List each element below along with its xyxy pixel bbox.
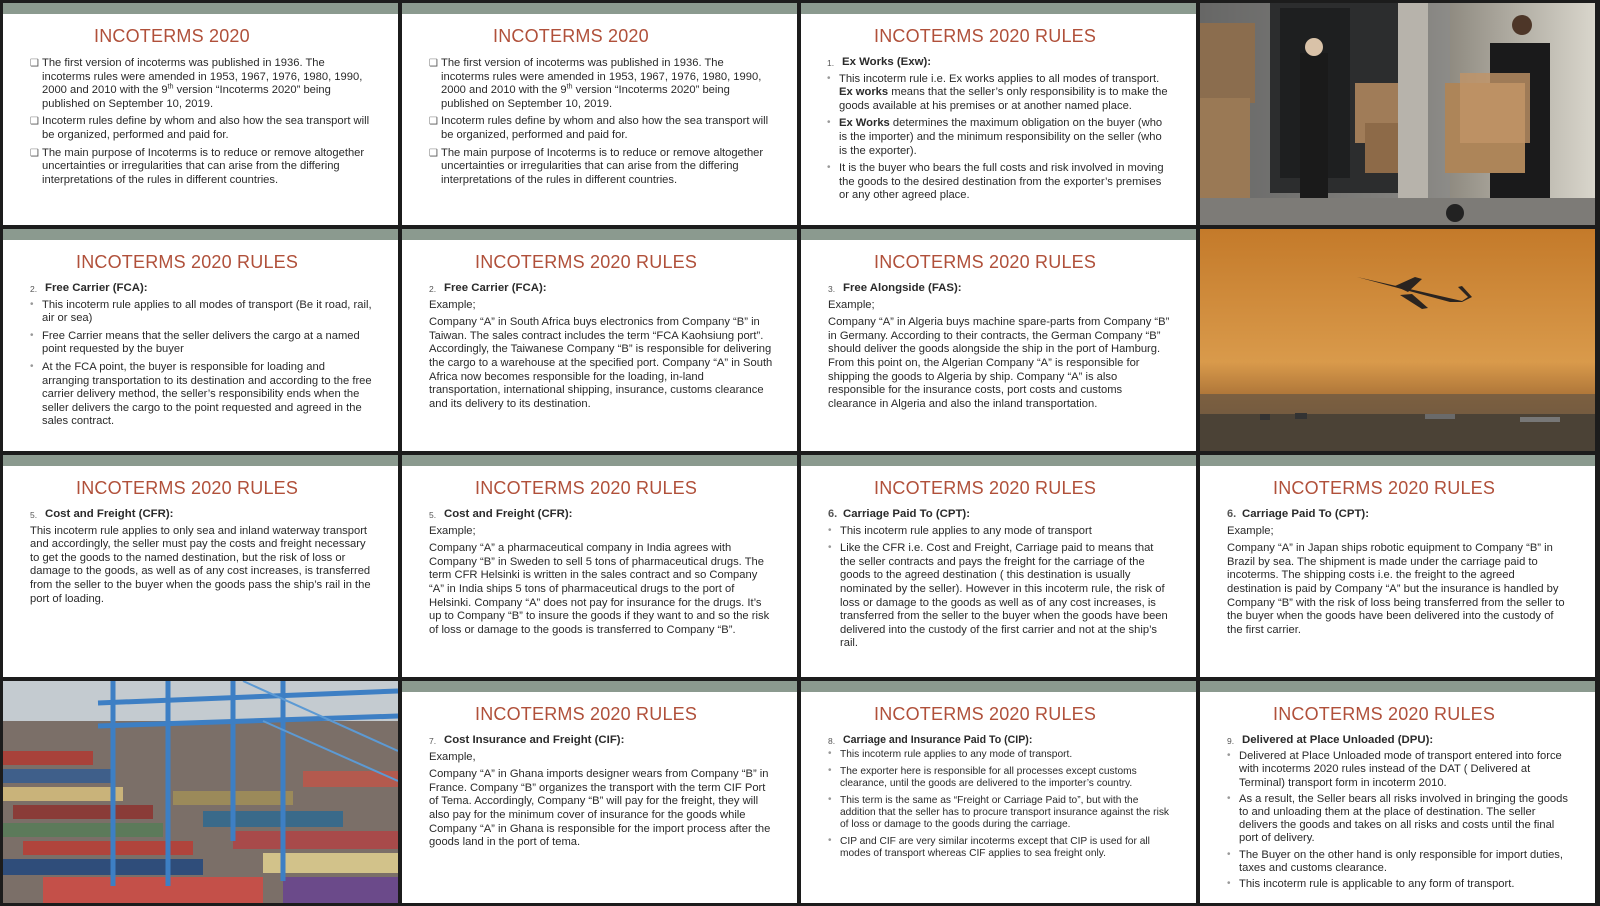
list-item: • The exporter here is responsible for all processes except customs clearance, until the goods are delivered to the importer’s country.: [828, 764, 1137, 790]
slide-thumbnail[interactable]: [402, 3, 797, 225]
bullet-dot-icon: •: [828, 542, 832, 554]
slide-header-bar: [3, 455, 398, 466]
slide-title: INCOTERMS 2020: [493, 26, 649, 46]
slide-thumbnail[interactable]: [801, 3, 1196, 225]
slide-header-bar: [801, 455, 1196, 466]
slide-thumbnail[interactable]: [3, 455, 398, 677]
slide-header-bar: [801, 3, 1196, 14]
slide-title: INCOTERMS 2020: [94, 26, 250, 46]
airplane-sunset-image: [1200, 229, 1595, 451]
list-item: • Like the CFR i.e. Cost and Freight, Carriage paid to means that the seller contracts and pays the freight for the carriage of the goods to the agreed destination ( this destination is usually nominated by the seller). However in this incoterm rule, the risk of loss or damage to the goods as well as of any cost increases, is transferred from the seller to the buyer when the goods have been delivered into the custody of the first carrier and not at the ship’s rail.: [828, 542, 1168, 650]
list-item: • It is the buyer who bears the full costs and risk involved in moving the goods to the desired destination from the exporter’s premises or any other agreed place.: [827, 162, 1164, 202]
bullet-dot-icon: •: [30, 360, 34, 372]
checkbox-bullet-icon: ❑: [30, 147, 39, 159]
list-item: • This term is the same as “Freight or Carriage Paid to”, but with the addition that the seller has to procure transport insurance against the risk of loss or damage to the goods during the carriage.: [828, 793, 1170, 831]
section-heading: 2. Free Carrier (FCA):: [429, 282, 547, 294]
bullet-dot-icon: •: [828, 524, 832, 536]
slide-thumbnail[interactable]: [801, 681, 1196, 903]
list-item: • This incoterm rule applies to any mode of transport.: [828, 748, 1073, 761]
slide-header-bar: [402, 3, 797, 14]
slide-header-bar: [1200, 681, 1595, 692]
list-item: ❑ Incoterm rules define by whom and also how the sea transport will be organized, performed and paid for.: [30, 115, 370, 141]
section-heading: 2. Free Carrier (FCA):: [30, 282, 148, 294]
slide-thumbnail-photo-airplane[interactable]: [1200, 229, 1595, 451]
bullet-dot-icon: •: [30, 298, 34, 310]
example-paragraph: Company “A” in Japan ships robotic equipment to Company “B” in Brazil by sea. The shipment is made under the carriage paid to incoterms. The shipping costs i.e. the freight to the agreed destination is paid by Company “A” but the insurance is handled by Company “B” with the risk of loss being transferred from the seller to the buyer when the goods have been delivered into the custody of the first carrier.: [1227, 542, 1565, 636]
list-item: • Delivered at Place Unloaded mode of transport entered into force with incoterms 2020 rules instead of the DAT ( Delivered at Terminal) transport form in incoterm 2010.: [1227, 750, 1562, 789]
slide-title: INCOTERMS 2020 RULES: [76, 478, 299, 498]
slide-title: INCOTERMS 2020 RULES: [475, 478, 698, 498]
slide-thumbnail-photo-port[interactable]: [3, 681, 398, 903]
bullet-dot-icon: •: [1227, 750, 1231, 762]
delivery-van-image: [1200, 3, 1595, 225]
list-item: ❑ The main purpose of Incoterms is to reduce or remove altogether uncertainties or irregularities that can arise from the differing interpretations of the rules in different countries.: [429, 146, 764, 186]
bullet-dot-icon: •: [1227, 848, 1231, 860]
list-item: • As a result, the Seller bears all risks involved in bringing the goods to and unloading them at the place of destination. The seller delivers the goods and takes on all risks and costs until the final port of delivery.: [1227, 792, 1568, 845]
list-item: • Free Carrier means that the seller delivers the cargo at a named point requested by the buyer: [30, 329, 360, 356]
bullet-dot-icon: •: [828, 834, 832, 846]
list-item: ❑ The main purpose of Incoterms is to reduce or remove altogether uncertainties or irregularities that can arise from the differing interpretations of the rules in different countries.: [30, 146, 365, 186]
example-paragraph: Company “A” in Ghana imports designer wears from Company “B” in France. Company “B” organizes the transport with the term CIF Port of Tema. Accordingly, Company “B” will pay for the freight, they will also pay for the minimum cover of insurance for the goods while Company “A” in Ghana is responsible for the import process after the goods land in the port of tema.: [429, 768, 771, 849]
checkbox-bullet-icon: ❑: [429, 116, 438, 128]
bullet-dot-icon: •: [828, 793, 832, 805]
slide-title: INCOTERMS 2020 RULES: [874, 478, 1097, 498]
list-item: • This incoterm rule applies to any mode of transport: [828, 524, 1092, 537]
bullet-dot-icon: •: [827, 162, 831, 174]
example-label: Example;: [429, 298, 476, 311]
list-item: • At the FCA point, the buyer is responsible for loading and arranging transportation to its destination and according to the free carrier delivery method, the seller’s responsibility ends when the seller delivers the cargo to the point requested and agreed in the sales contract.: [30, 360, 372, 428]
slide-thumbnail[interactable]: [402, 681, 797, 903]
slide-header-bar: [3, 3, 398, 14]
example-label: Example;: [1227, 524, 1274, 537]
example-label: Example;: [429, 524, 476, 537]
list-item: ❑ The first version of incoterms was published in 1936. The incoterms rules were amended in 1953, 1967, 1976, 1980, 1990, 2000 and 2010 with the 9th version “Incoterms 2020” being published on September 10, 2019.: [30, 57, 363, 110]
slide-title: INCOTERMS 2020 RULES: [76, 252, 299, 272]
slide-title: INCOTERMS 2020 RULES: [1273, 704, 1496, 724]
slide-header-bar: [801, 681, 1196, 692]
list-item: ❑ The first version of incoterms was published in 1936. The incoterms rules were amended in 1953, 1967, 1976, 1980, 1990, 2000 and 2010 with the 9th version “Incoterms 2020” being published on September 10, 2019.: [429, 57, 762, 110]
slide-header-bar: [3, 229, 398, 240]
checkbox-bullet-icon: ❑: [30, 116, 39, 128]
list-item: ❑ Incoterm rules define by whom and also how the sea transport will be organized, performed and paid for.: [429, 115, 769, 141]
list-item: • This incoterm rule applies to all modes of transport (Be it road, rail, air or sea): [30, 298, 372, 325]
bullet-dot-icon: •: [1227, 792, 1231, 804]
checkbox-bullet-icon: ❑: [30, 58, 39, 69]
list-item: • This incoterm rule i.e. Ex works applies to all modes of transport. Ex works means that the seller’s only responsibility is to make the goods available at his premises or at another named place.: [827, 72, 1168, 112]
section-heading: 5. Cost and Freight (CFR):: [30, 508, 174, 520]
container-port-image: [3, 681, 398, 903]
bullet-dot-icon: •: [828, 764, 832, 776]
slide-thumbnail[interactable]: [1200, 681, 1595, 903]
slide-thumbnail[interactable]: [801, 455, 1196, 677]
section-heading: 6. Carriage Paid To (CPT):: [828, 508, 970, 520]
slide-thumbnail[interactable]: [3, 229, 398, 451]
section-heading: 7. Cost Insurance and Freight (CIF):: [429, 734, 625, 746]
slide-title: INCOTERMS 2020 RULES: [874, 26, 1097, 46]
slide-title: INCOTERMS 2020 RULES: [874, 704, 1097, 724]
section-heading: 5. Cost and Freight (CFR):: [429, 508, 573, 520]
slide-title: INCOTERMS 2020 RULES: [1273, 478, 1496, 498]
slide-header-bar: [402, 455, 797, 466]
slide-title: INCOTERMS 2020 RULES: [475, 252, 698, 272]
slide-header-bar: [801, 229, 1196, 240]
example-paragraph: Company “A” a pharmaceutical company in India agrees with Company “B” in Sweden to sell 5 tons of pharmaceutical drugs. The term CFR Helsinki is written in the sales contract and so Company “A” in India ships 5 tons of pharmaceutical drugs to the port of Helsinki. Company “A” does not pay for insurance for the drugs. It’s up to Company “B” to insure the goods if they want to and so the risk of loss or damage to the goods is transferred to Company “B”.: [429, 542, 770, 636]
section-heading: 1. Ex Works (Exw):: [827, 56, 932, 68]
list-item: • CIP and CIF are very similar incoterms except that CIP is used for all modes of transport whereas CIF applies to sea freight only.: [828, 834, 1150, 860]
slide-thumbnail[interactable]: [1200, 455, 1595, 677]
example-paragraph: Company “A” in Algeria buys machine spare-parts from Company “B” in Germany. According to their contracts, the German Company “B” should deliver the goods alongside the ship in the port of Hamburg. From this point on, the Algerian Company “A” is responsible for shipping the goods to Algeria by ship. Company “A” is also responsible for the insurance costs, port costs and customs clearance in Algeria and also the inland transportation.: [828, 316, 1170, 410]
slide-thumbnail[interactable]: [801, 229, 1196, 451]
checkbox-bullet-icon: ❑: [429, 58, 438, 69]
list-item: • The Buyer on the other hand is only responsible for import duties, taxes and customs clearance.: [1227, 848, 1563, 874]
slide-thumbnail[interactable]: [3, 3, 398, 225]
slide-thumbnail[interactable]: [402, 455, 797, 677]
checkbox-bullet-icon: ❑: [429, 147, 438, 159]
section-heading: 6. Carriage Paid To (CPT):: [1227, 508, 1369, 520]
slide-header-bar: [402, 229, 797, 240]
bullet-dot-icon: •: [30, 329, 34, 341]
bullet-dot-icon: •: [1227, 878, 1231, 890]
bullet-dot-icon: •: [827, 72, 831, 84]
body-paragraph: This incoterm rule applies to only sea and inland waterway transport and accordingly, the seller must pay the costs and freight necessary to get the goods to the named destination, but the risk of loss or damage to the goods, as well as of any cost increases, is transferred from the seller to the buyer when the goods pass the ship’s rail in the port of loading.: [30, 524, 371, 605]
slide-header-bar: [402, 681, 797, 692]
slide-header-bar: [1200, 455, 1595, 466]
slide-title: INCOTERMS 2020 RULES: [874, 252, 1097, 272]
list-item: • Ex Works determines the maximum obligation on the buyer (who is the importer) and the minimum responsibility on the seller (who is the exporter).: [827, 117, 1163, 157]
bullet-dot-icon: •: [827, 117, 831, 129]
example-label: Example,: [429, 750, 476, 763]
bullet-dot-icon: •: [828, 748, 832, 760]
example-label: Example;: [828, 298, 875, 311]
example-paragraph: Company “A” in South Africa buys electronics from Company “B” in Taiwan. The sales contract includes the term “FCA Kaohsiung port”. Accordingly, the Taiwanese Company “B” is responsible for delivering the cargo to a warehouse at the specified port. Company “A” in South Africa now becomes responsible for the loading, in-land transportation, international shipping, insurance, customs clearance and its delivery to its destination.: [429, 316, 773, 410]
section-heading: 9. Delivered at Place Unloaded (DPU):: [1227, 734, 1434, 746]
slide-thumbnail-photo-delivery[interactable]: [1200, 3, 1595, 225]
list-item: • This incoterm rule is applicable to any form of transport.: [1227, 878, 1515, 891]
section-heading: 3. Free Alongside (FAS):: [828, 282, 962, 294]
slide-title: INCOTERMS 2020 RULES: [475, 704, 698, 724]
section-heading: 8. Carriage and Insurance Paid To (CIP):: [828, 734, 1033, 746]
slide-thumbnail[interactable]: [402, 229, 797, 451]
